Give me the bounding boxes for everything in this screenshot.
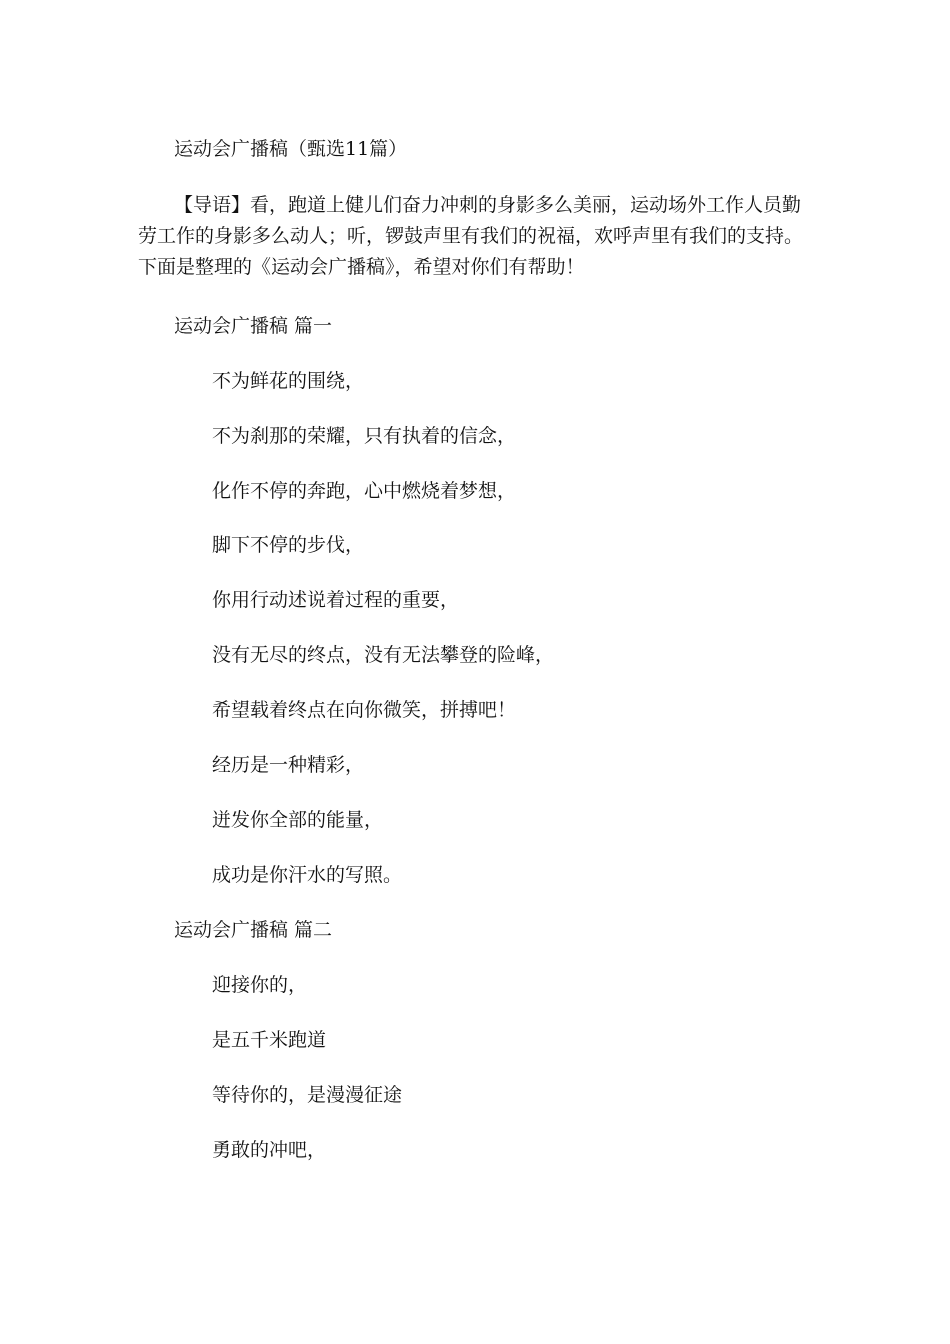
poem-line: 希望载着终点在向你微笑，拼搏吧！ [212,699,517,721]
intro-line: 【导语】看，跑道上健儿们奋力冲刺的身影多么美丽，运动场外工作人员勤 [174,194,802,216]
intro-line: 下面是整理的《运动会广播稿》，希望对你们有帮助！ [138,256,585,278]
poem-line: 勇敢的冲吧， [212,1139,327,1161]
poem-line: 经历是一种精彩， [212,754,365,776]
poem-line: 不为刹那的荣耀，只有执着的信念， [212,425,517,447]
poem-line: 迎接你的， [212,974,308,996]
poem-line: 脚下不停的步伐， [212,534,365,556]
section-heading-1: 运动会广播稿 篇一 [174,315,333,337]
section-heading-2: 运动会广播稿 篇二 [174,919,333,941]
poem-line: 是五千米跑道 [212,1029,327,1051]
document-title: 运动会广播稿（甄选11篇） [174,138,408,160]
poem-line: 不为鲜花的围绕， [212,370,365,392]
poem-line: 等待你的，是漫漫征途 [212,1084,403,1106]
poem-line: 化作不停的奔跑，心中燃烧着梦想， [212,480,517,502]
intro-line: 劳工作的身影多么动人；听，锣鼓声里有我们的祝福，欢呼声里有我们的支持。 [138,225,804,247]
intro-paragraph [138,190,818,283]
poem-line: 迸发你全部的能量， [212,809,384,831]
poem-line: 你用行动述说着过程的重要， [212,589,460,611]
poem-line: 成功是你汗水的写照。 [212,864,403,886]
poem-line: 没有无尽的终点，没有无法攀登的险峰， [212,644,555,666]
